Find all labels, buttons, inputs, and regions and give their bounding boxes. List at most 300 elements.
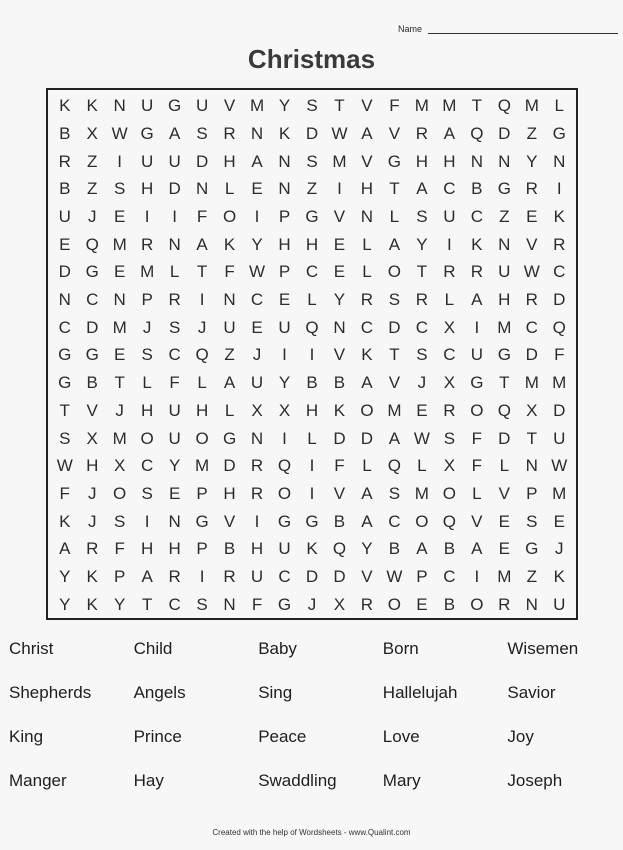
grid-letter: A <box>471 290 483 310</box>
grid-letter: D <box>553 290 566 310</box>
grid-letter: E <box>59 234 71 254</box>
grid-letter: G <box>140 124 154 143</box>
grid-letter: E <box>278 290 291 310</box>
grid-letter: T <box>526 428 537 448</box>
grid-letter: V <box>333 483 346 503</box>
grid-letter: L <box>169 262 180 282</box>
grid-letter: D <box>195 151 209 171</box>
grid-letter: G <box>168 96 182 116</box>
name-blank-line <box>428 25 618 34</box>
grid-letter: K <box>86 594 98 614</box>
grid-letter: N <box>113 96 126 116</box>
grid-letter: A <box>251 151 263 171</box>
grid-letter: G <box>58 373 72 393</box>
grid-letter: M <box>332 151 347 171</box>
grid-letter: F <box>334 456 345 476</box>
grid-letter: U <box>250 373 264 393</box>
grid-letter: V <box>361 96 373 116</box>
grid-letter: E <box>333 234 346 254</box>
grid-letter: B <box>388 539 401 559</box>
grid-letter: X <box>443 317 456 337</box>
grid-letter: E <box>251 179 263 199</box>
grid-letter: R <box>168 290 181 310</box>
footer-credit: Created with the help of Wordsheets - www.Qualint.com <box>212 828 411 837</box>
grid-letter: S <box>141 345 153 365</box>
word-list-item: Shepherds <box>9 683 92 702</box>
grid-letter: U <box>223 317 236 337</box>
grid-letter: U <box>553 428 566 448</box>
grid-letter: N <box>278 179 291 199</box>
grid-letter: B <box>86 373 98 393</box>
grid-letter: Y <box>278 96 291 116</box>
word-list-item: Swaddling <box>258 771 337 790</box>
grid-letter: N <box>250 428 264 448</box>
grid-letter: N <box>553 151 566 171</box>
grid-letter: M <box>112 234 127 254</box>
grid-letter: O <box>222 207 237 227</box>
grid-letter: V <box>498 483 510 503</box>
grid-letter: I <box>144 511 150 531</box>
grid-letter: N <box>223 290 236 310</box>
grid-letter: C <box>415 317 429 337</box>
word-list-item: Manger <box>9 771 67 790</box>
grid-letter: V <box>526 234 538 254</box>
grid-letter: T <box>334 96 345 116</box>
grid-letter: I <box>446 234 452 254</box>
word-search-grid <box>46 88 578 620</box>
grid-letter: M <box>387 400 402 420</box>
grid-letter: A <box>361 373 373 393</box>
grid-letter: P <box>278 262 291 282</box>
grid-letter: B <box>443 594 456 614</box>
grid-letter: X <box>443 373 456 393</box>
grid-letter: N <box>250 124 264 143</box>
grid-letter: A <box>361 483 373 503</box>
grid-letter: K <box>553 566 565 586</box>
grid-letter: B <box>333 373 346 393</box>
grid-letter: L <box>362 234 372 254</box>
grid-letter: G <box>497 179 511 199</box>
grid-letter: U <box>278 539 291 559</box>
grid-letter: W <box>523 262 540 282</box>
grid-letter: O <box>140 428 154 448</box>
grid-letter: A <box>223 373 236 393</box>
grid-letter: E <box>114 207 126 227</box>
grid-letter: T <box>416 262 428 282</box>
grid-letter: L <box>444 290 455 310</box>
grid-letter: E <box>114 345 126 365</box>
grid-letter: O <box>113 483 127 503</box>
grid-letter: H <box>168 539 181 559</box>
grid-letter: O <box>470 594 484 614</box>
grid-letter: B <box>59 179 71 199</box>
grid-letter: I <box>254 511 260 531</box>
grid-letter: A <box>59 539 71 559</box>
grid-letter: V <box>333 207 346 227</box>
grid-letter: U <box>168 428 181 448</box>
grid-letter: S <box>141 483 153 503</box>
grid-letter: M <box>497 317 512 337</box>
grid-letter: J <box>87 483 97 503</box>
grid-letter: B <box>223 539 236 559</box>
grid-letter: J <box>555 539 564 559</box>
grid-letter: L <box>362 262 372 282</box>
grid-letter: J <box>197 317 207 337</box>
grid-letter: O <box>387 594 402 614</box>
grid-letter: I <box>474 317 480 337</box>
grid-letter: G <box>387 151 402 171</box>
grid-letter: C <box>443 566 456 586</box>
grid-letter: P <box>196 539 208 559</box>
word-list-item: Wisemen <box>507 639 579 658</box>
grid-letter: N <box>333 317 346 337</box>
grid-letter: A <box>141 566 153 586</box>
grid-letter: P <box>196 483 208 503</box>
grid-letter: M <box>552 373 567 393</box>
grid-letter: C <box>388 511 401 531</box>
grid-letter: J <box>115 400 124 420</box>
grid-letter: G <box>552 124 566 143</box>
grid-letter: I <box>556 179 562 199</box>
grid-letter: N <box>525 456 538 476</box>
grid-letter: I <box>337 179 342 199</box>
grid-letter: R <box>250 456 264 476</box>
word-list-item: Baby <box>258 639 297 658</box>
grid-letter: X <box>114 456 126 476</box>
grid-letter: M <box>112 317 127 337</box>
grid-letter: L <box>197 373 207 393</box>
grid-letter: D <box>305 124 319 143</box>
word-list-item: Joseph <box>507 771 563 790</box>
grid-letter: E <box>114 262 126 282</box>
grid-letter: F <box>114 539 125 559</box>
grid-letter: R <box>250 483 264 503</box>
grid-letter: A <box>168 124 181 143</box>
grid-letter: K <box>59 511 71 531</box>
grid-letter: G <box>525 539 539 559</box>
grid-letter: U <box>141 151 154 171</box>
grid-letter: Q <box>332 539 347 559</box>
grid-letter: B <box>443 539 456 559</box>
grid-letter: U <box>58 207 71 227</box>
grid-letter: S <box>306 151 318 171</box>
grid-letter: G <box>305 207 319 227</box>
grid-letter: S <box>114 179 126 199</box>
grid-letter: I <box>254 207 260 227</box>
grid-letter: N <box>58 290 71 310</box>
grid-letter: L <box>307 290 317 310</box>
grid-letter: G <box>277 594 292 614</box>
grid-letter: D <box>168 179 181 199</box>
grid-letter: J <box>87 511 97 531</box>
grid-letter: X <box>251 400 263 420</box>
word-list-item: Hay <box>133 771 164 790</box>
grid-letter: R <box>86 539 99 559</box>
grid-letter: C <box>58 317 71 337</box>
grid-letter: Y <box>333 290 346 310</box>
grid-letter: D <box>525 345 538 365</box>
grid-letter: A <box>361 511 373 531</box>
grid-letter: A <box>388 234 401 254</box>
word-list <box>0 638 623 814</box>
grid-letter: Z <box>499 207 510 227</box>
grid-letter: F <box>389 96 400 116</box>
grid-letter: M <box>552 483 567 503</box>
grid-letter: J <box>417 373 427 393</box>
grid-letter: O <box>415 511 429 531</box>
grid-letter: Y <box>361 539 373 559</box>
grid-letter: P <box>416 566 428 586</box>
grid-letter: R <box>223 124 236 143</box>
grid-letter: S <box>59 428 71 448</box>
grid-letter: N <box>470 151 483 171</box>
grid-letter: Y <box>278 373 291 393</box>
grid-letter: F <box>196 207 208 227</box>
grid-letter: K <box>361 345 373 365</box>
grid-letter: Z <box>526 566 537 586</box>
grid-letter: U <box>470 345 483 365</box>
grid-letter: Q <box>85 234 99 254</box>
grid-letter: Q <box>305 317 319 337</box>
grid-letter: E <box>416 594 428 614</box>
page-title: Christmas <box>247 44 376 74</box>
grid-letter: D <box>360 428 374 448</box>
grid-letter: C <box>86 290 99 310</box>
grid-letter: G <box>85 262 99 282</box>
grid-letter: O <box>360 400 374 420</box>
grid-letter: E <box>553 511 565 531</box>
grid-letter: W <box>249 262 266 282</box>
grid-letter: Y <box>251 234 263 254</box>
grid-letter: H <box>498 290 511 310</box>
grid-letter: Y <box>416 234 428 254</box>
grid-letter: C <box>443 179 456 199</box>
grid-letter: E <box>526 207 538 227</box>
grid-letter: Q <box>195 345 209 365</box>
grid-letter: K <box>306 539 318 559</box>
grid-letter: R <box>443 262 456 282</box>
grid-letter: L <box>224 400 235 420</box>
grid-letter: P <box>526 483 538 503</box>
grid-letter: R <box>553 234 566 254</box>
grid-letter: S <box>388 483 401 503</box>
grid-letter: Q <box>442 511 456 531</box>
word-list-item: Mary <box>382 771 421 790</box>
grid-letter: G <box>195 511 209 531</box>
grid-letter: X <box>333 594 346 614</box>
grid-letter: N <box>168 511 181 531</box>
grid-letter: G <box>277 511 292 531</box>
word-list-item: Joy <box>507 727 534 746</box>
grid-letter: I <box>199 566 205 586</box>
grid-letter: Q <box>277 456 292 476</box>
grid-letter: F <box>471 428 483 448</box>
grid-letter: P <box>114 566 126 586</box>
word-list-item: Sing <box>258 683 293 702</box>
grid-letter: D <box>553 400 566 420</box>
grid-letter: B <box>333 511 346 531</box>
grid-letter: K <box>86 96 98 116</box>
grid-letter: N <box>498 234 511 254</box>
grid-letter: S <box>196 124 208 143</box>
grid-letter: R <box>168 566 181 586</box>
grid-letter: F <box>59 483 70 503</box>
name-field <box>398 24 618 34</box>
grid-letter: O <box>387 262 402 282</box>
grid-letter: T <box>141 594 153 614</box>
grid-letter: M <box>414 96 429 116</box>
grid-letter: L <box>307 428 317 448</box>
grid-letter: C <box>168 345 181 365</box>
grid-letter: R <box>470 262 483 282</box>
grid-letter: C <box>305 262 319 282</box>
grid-letter: C <box>443 345 456 365</box>
grid-letter: Z <box>306 179 318 199</box>
grid-letter: X <box>278 400 291 420</box>
grid-letter: Y <box>59 566 71 586</box>
grid-letter: V <box>361 566 373 586</box>
grid-letter: X <box>86 124 98 143</box>
grid-letter: K <box>86 566 98 586</box>
grid-letter: Q <box>497 96 511 116</box>
grid-letter: K <box>223 234 236 254</box>
grid-letter: V <box>471 511 483 531</box>
word-list-item: Child <box>133 639 173 658</box>
grid-letter: K <box>471 234 483 254</box>
grid-letter: R <box>141 234 154 254</box>
grid-letter: G <box>58 345 72 365</box>
grid-letter: M <box>442 96 457 116</box>
grid-letter: N <box>278 151 291 171</box>
grid-letter: Q <box>387 456 402 476</box>
word-list-item: Born <box>382 639 419 658</box>
grid-letter: H <box>305 234 319 254</box>
grid-letter: F <box>554 345 565 365</box>
grid-letter: F <box>471 456 483 476</box>
grid-letter: N <box>195 179 209 199</box>
grid-letter: W <box>413 428 430 448</box>
grid-letter: Z <box>224 345 235 365</box>
grid-letter: T <box>114 373 125 393</box>
word-list-item: Angels <box>133 683 186 702</box>
grid-letter: S <box>416 345 428 365</box>
grid-letter: X <box>443 456 456 476</box>
grid-letter: I <box>199 290 205 310</box>
grid-letter: K <box>278 124 291 143</box>
grid-letter: A <box>388 428 401 448</box>
grid-letter: R <box>360 290 374 310</box>
grid-letter: M <box>249 96 265 116</box>
grid-letter: J <box>307 594 317 614</box>
grid-letter: R <box>498 594 511 614</box>
grid-letter: I <box>474 566 480 586</box>
grid-letter: L <box>389 207 400 227</box>
grid-letter: V <box>333 345 346 365</box>
grid-letter: M <box>497 566 512 586</box>
grid-letter: H <box>141 179 154 199</box>
grid-letter: U <box>168 400 181 420</box>
grid-letter: J <box>252 345 262 365</box>
grid-letter: M <box>524 96 539 116</box>
grid-letter: U <box>498 262 511 282</box>
grid-letter: W <box>551 456 568 476</box>
grid-letter: U <box>141 96 154 116</box>
grid-letter: E <box>498 511 510 531</box>
grid-letter: D <box>498 124 511 143</box>
grid-letter: L <box>362 456 372 476</box>
grid-letter: R <box>58 151 71 171</box>
grid-letter: D <box>333 428 346 448</box>
grid-letter: S <box>168 317 181 337</box>
grid-letter: Q <box>470 124 484 143</box>
grid-letter: M <box>414 483 429 503</box>
grid-letter: A <box>416 179 428 199</box>
grid-letter: C <box>360 317 374 337</box>
grid-letter: Z <box>87 151 98 171</box>
grid-letter: S <box>306 96 318 116</box>
grid-letter: F <box>251 594 263 614</box>
grid-letter: N <box>113 290 126 310</box>
grid-letter: Z <box>526 124 537 143</box>
grid-letter: R <box>223 566 236 586</box>
grid-letter: T <box>389 345 400 365</box>
grid-letter: R <box>415 290 429 310</box>
grid-letter: W <box>331 124 348 143</box>
grid-letter: A <box>196 234 208 254</box>
grid-letter: H <box>223 483 236 503</box>
grid-letter: M <box>524 373 539 393</box>
grid-letter: N <box>525 594 538 614</box>
grid-letter: A <box>443 124 456 143</box>
grid-letter: O <box>470 400 484 420</box>
grid-letter: V <box>86 400 98 420</box>
grid-letter: V <box>361 151 373 171</box>
grid-letter: F <box>224 262 235 282</box>
grid-letter: M <box>112 428 127 448</box>
grid-letter: E <box>333 262 346 282</box>
grid-letter: Y <box>59 594 71 614</box>
grid-letter: R <box>415 124 429 143</box>
grid-letter: E <box>416 400 428 420</box>
grid-letter: V <box>223 511 236 531</box>
grid-letter: C <box>525 317 538 337</box>
grid-letter: D <box>58 262 71 282</box>
grid-letter: D <box>86 317 99 337</box>
word-list-item: Love <box>382 727 420 746</box>
grid-letter: M <box>140 262 155 282</box>
grid-letter: O <box>442 483 456 503</box>
grid-letter: D <box>388 317 401 337</box>
grid-letter: U <box>195 96 209 116</box>
grid-letter: I <box>117 151 123 171</box>
grid-letter: H <box>360 179 374 199</box>
grid-letter: O <box>277 483 292 503</box>
grid-letter: H <box>195 400 209 420</box>
grid-letter: E <box>168 483 181 503</box>
grid-letter: Y <box>168 456 181 476</box>
grid-letter: K <box>553 207 565 227</box>
grid-letter: S <box>443 428 456 448</box>
grid-letter: K <box>333 400 346 420</box>
grid-letter: N <box>168 234 181 254</box>
grid-letter: P <box>141 290 153 310</box>
grid-letter: R <box>525 179 538 199</box>
grid-letter: X <box>526 400 538 420</box>
grid-letter: I <box>309 456 315 476</box>
grid-letter: N <box>360 207 374 227</box>
grid-letter: L <box>499 456 510 476</box>
word-list-item: Christ <box>9 639 54 658</box>
